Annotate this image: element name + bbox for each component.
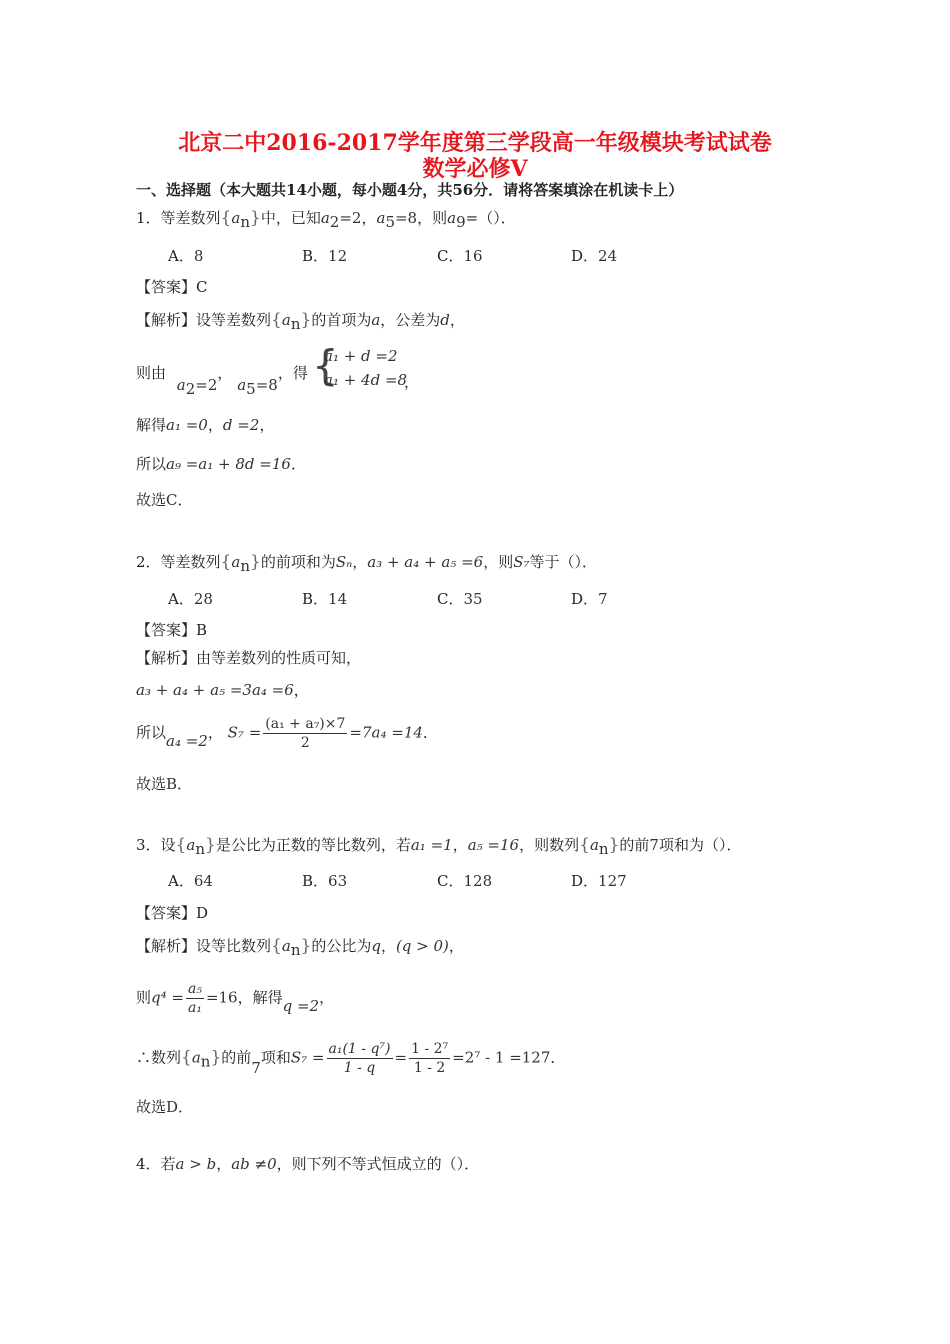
q3-analysis-q: q (371, 937, 381, 955)
q1-option-b (302, 245, 347, 266)
q1-a2-val: =2 (339, 209, 362, 227)
analysis-tag: 【解析】 (136, 937, 197, 955)
q3-step-1 (136, 980, 334, 1017)
q1-analysis-a: a (371, 311, 381, 329)
q3-seq-a: a (186, 836, 196, 854)
q2-seq-a: a (231, 553, 241, 571)
question-2-stem: 2．等差数列$\{a_n\}$的前项和为Sₙ，a₃ + a₄ + a₅ =6，则S₇等于（）． (136, 552, 598, 575)
q1-step2-pre: 解得 (136, 416, 167, 434)
q1-a2-sub: 2 (329, 213, 340, 231)
q2-step-2 (136, 715, 438, 752)
q1-step2-d: d =2 (222, 416, 260, 434)
option-value: 8 (193, 247, 204, 265)
q2-step2-pre: 所以 (136, 723, 167, 742)
q2-text-1: 的前项和为 (260, 553, 336, 571)
q2-step2-s7: S₇ = (227, 723, 262, 742)
q1-text-2: ，则 (417, 209, 448, 227)
q3-analysis-cond: (q > 0) (395, 937, 449, 955)
q3-step-2: ∴数列$\{a_n\}$的前7项和S₇ = $\frac{\text{a₁(1 - q⁷)}}{1 - q}$ = $\frac{\text{1 - 2⁷}}{1 - 2}$ =2⁷ - 1 =127． (136, 1041, 566, 1077)
option-label: B． (302, 247, 329, 265)
q1-step1-a5-val: =8 (255, 376, 278, 394)
q2-text-2: ，则 (483, 553, 514, 571)
q2-option-a (168, 588, 213, 609)
q3-text-2: ，则数列 (519, 836, 580, 854)
q3-step2-period: ． (550, 1048, 566, 1067)
option-label: B． (302, 872, 329, 890)
q3-option-c (437, 870, 492, 891)
q2-fraction-num: (a₁ + a₇)×7 (265, 716, 346, 732)
q2-choose (136, 773, 192, 794)
q1-step1-a5: a (237, 376, 247, 394)
q1-choose (136, 489, 193, 510)
q3-option-b (302, 870, 347, 891)
q1-seq-a: a (231, 209, 241, 227)
option-label: D． (571, 872, 599, 890)
document-title: 北京二中2016-2017学年度第三学段高一年级模块考试试卷 (178, 130, 772, 156)
q2-choose-pre: 故选 (136, 775, 167, 793)
q4-comma: ， (216, 1155, 232, 1173)
q1-analysis-seq-sub: n (290, 315, 301, 333)
system-brace-icon: { (312, 341, 339, 390)
option-value: 35 (463, 590, 483, 608)
q2-step2-comma: ， (207, 723, 223, 742)
q3-analysis: 【解析】设等比数列$\{a_n\}$的公比为q，(q > 0)， (136, 936, 464, 959)
q3-choose-period: ． (178, 1098, 194, 1116)
q1-system-line-2: a₁ + 4d =8 (324, 371, 408, 389)
q3-seven: 7 (649, 836, 659, 854)
q2-step2-period: ． (422, 723, 438, 742)
q1-analysis-intro: 设等差数列 (196, 311, 272, 329)
q1-text-end: =（）． (465, 209, 516, 227)
q3-frac3-num: 1 - 2⁷ (411, 1041, 449, 1057)
answer-value: B (196, 621, 208, 639)
q1-step2-a1: a₁ =0 (166, 416, 208, 434)
q3-number: 3．设 (136, 836, 176, 854)
q3-option-d (571, 870, 627, 891)
q3-text-3: 的前 (619, 836, 650, 854)
q3-step1-comma: ， (319, 988, 335, 1007)
question-3-stem: 3．设$\{a_n\}$是公比为正数的等比数列，若a₁ =1，a₅ =16，则数列$\{a_n\}$的前7项和为（）． (136, 835, 742, 858)
q1-step1-pre: 则由 (136, 364, 167, 382)
q1-system-line-1: a₁ + d =2 (324, 347, 398, 365)
q1-step1-a2: a (176, 376, 186, 394)
option-label: B． (302, 590, 329, 608)
q3-step2-seven: 7 (251, 1058, 261, 1077)
q1-analysis-end: ， (449, 311, 465, 329)
q3-comma: ， (452, 836, 468, 854)
q4-number: 4．若 (136, 1155, 176, 1173)
q3-choose-val: D (166, 1098, 179, 1116)
q1-choose-period: ． (177, 491, 193, 509)
q3-seq-a2: a (589, 836, 599, 854)
q2-sn: Sₙ (335, 553, 353, 571)
analysis-tag: 【解析】 (136, 649, 197, 667)
option-value: 128 (463, 872, 493, 890)
q2-step-1 (136, 679, 309, 700)
option-label: C． (437, 872, 464, 890)
q1-step-2 (136, 414, 274, 435)
q1-system-comma: ， (404, 373, 420, 391)
q1-step1-a5-sub: 5 (246, 380, 256, 398)
q1-step3-pre: 所以 (136, 455, 167, 473)
q3-step2-mid: 的前 (221, 1048, 252, 1067)
q2-number: 2．等差数列 (136, 553, 221, 571)
q2-step2-a4: a₄ =2 (166, 731, 208, 750)
q1-analysis-mid: 的首项为 (311, 311, 372, 329)
q1-step2-comma2: ， (259, 416, 275, 434)
q3-analysis-comma2: ， (448, 937, 464, 955)
q1-a9: a (447, 209, 457, 227)
q2-s7: S₇ (513, 553, 530, 571)
q3-step2-s7: S₇ = (290, 1048, 325, 1067)
q2-expr: a₃ + a₄ + a₅ =6 (367, 553, 484, 571)
q2-choose-period: ． (177, 775, 193, 793)
q2-seq-sub: n (240, 557, 250, 575)
q1-choose-pre: 故选 (136, 491, 167, 509)
option-value: 7 (598, 590, 608, 608)
option-value: 16 (463, 247, 483, 265)
q3-step1-val: =16 (205, 988, 238, 1007)
q3-step2-rest: =2⁷ - 1 =127 (452, 1048, 551, 1067)
q1-option-a (168, 245, 203, 266)
q1-answer (136, 276, 208, 297)
option-value: 24 (598, 247, 618, 265)
q2-analysis (136, 647, 361, 668)
q3-frac3-den: 1 - 2 (413, 1060, 446, 1076)
q2-text-end: 等于（）． (529, 553, 598, 571)
answer-value: D (196, 904, 209, 922)
q2-step2-rest: =7a₄ =14 (349, 723, 423, 742)
q2-option-d (571, 588, 608, 609)
q3-fraction-2 (327, 1040, 393, 1077)
q1-step1-get: ，得 (277, 364, 308, 382)
q3-seq-sub: n (195, 840, 205, 858)
q3-text-end: 项和为（）． (658, 836, 742, 854)
q3-answer (136, 902, 208, 923)
q3-analysis-mid: 的公比为 (311, 937, 372, 955)
analysis-tag: 【解析】 (136, 311, 197, 329)
option-value: 12 (328, 247, 348, 265)
q1-choose-val: C (166, 491, 178, 509)
answer-value: C (196, 278, 208, 296)
q2-option-c (437, 588, 483, 609)
option-label: A． (168, 590, 194, 608)
q2-analysis-text: 由等差数列的性质可知， (196, 649, 362, 667)
q3-analysis-intro: 设等比数列 (196, 937, 272, 955)
q2-choose-val: B (166, 775, 178, 793)
option-value: 64 (193, 872, 213, 890)
answer-tag: 【答案】 (136, 904, 197, 922)
q1-step-1 (136, 362, 308, 398)
q1-step1-comma: ， (217, 364, 233, 382)
q3-analysis-comma: ， (380, 937, 396, 955)
q3-analysis-seq-sub: n (290, 941, 301, 959)
q3-fraction-1 (186, 980, 204, 1017)
q2-step1-comma: ， (293, 681, 309, 699)
option-value: 127 (598, 872, 627, 890)
option-value: 14 (328, 590, 348, 608)
q1-step1-a2-val: =2 (195, 376, 218, 394)
q1-seq-sub: n (240, 213, 250, 231)
q1-step-3 (136, 453, 306, 474)
q3-step1-q: q =2 (282, 996, 320, 1015)
q3-step2-pre: ∴数列 (136, 1048, 182, 1067)
q1-step3-period: ． (290, 455, 306, 473)
q3-choose-pre: 故选 (136, 1098, 167, 1116)
q3-step1-q4: q⁴ = (151, 988, 184, 1007)
option-label: C． (437, 590, 464, 608)
q2-fraction-den: 2 (300, 735, 310, 751)
option-value: 28 (193, 590, 213, 608)
q3-a5: a₅ =16 (467, 836, 520, 854)
q3-step2-mid2: 项和 (260, 1048, 291, 1067)
q1-analysis: 【解析】设等差数列$\{a_n\}$的首项为a，公差为d， (136, 310, 465, 333)
answer-tag: 【答案】 (136, 621, 197, 639)
q1-step1-a2-sub: 2 (185, 380, 196, 398)
option-label: D． (571, 590, 599, 608)
q3-text-1: 是公比为正数的等比数列，若 (215, 836, 411, 854)
q1-analysis-mid2: ，公差为 (380, 311, 441, 329)
q3-step1-mid: ，解得 (237, 988, 283, 1007)
option-label: C． (437, 247, 464, 265)
question-4-stem (136, 1153, 479, 1174)
q1-option-c (437, 245, 483, 266)
q3-analysis-seq: a (281, 937, 291, 955)
option-value: 63 (328, 872, 348, 890)
option-label: A． (168, 872, 194, 890)
q4-cond2: ab ≠0 (231, 1155, 277, 1173)
q1-step2-comma: ， (207, 416, 223, 434)
q1-a9-sub: 9 (456, 213, 466, 231)
q1-analysis-seq: a (281, 311, 291, 329)
q3-step2-seq: a (191, 1048, 201, 1067)
q1-a5: a (376, 209, 386, 227)
q4-cond1: a > b (175, 1155, 217, 1173)
q1-number: 1．等差数列 (136, 209, 221, 227)
q3-frac2-den: 1 - q (343, 1060, 376, 1076)
q1-comma: ， (361, 209, 377, 227)
q2-step1-expr: a₃ + a₄ + a₅ =3a₄ =6 (136, 681, 294, 699)
q1-a5-val: =8 (394, 209, 418, 227)
document-subtitle: 数学必修V (422, 156, 528, 182)
question-1-stem: 1．等差数列$\{a_n\}$中，已知$a_2=2$，$a_5=8$，则$a_9=()$． (136, 208, 516, 231)
q3-choose (136, 1096, 193, 1117)
q3-frac2-num: a₁(1 - q⁷) (328, 1041, 391, 1057)
q2-fraction (263, 715, 347, 752)
option-label: D． (571, 247, 599, 265)
q1-step3-expr: a₉ =a₁ + 8d =16 (166, 455, 291, 473)
q1-text-1: 中，已知 (260, 209, 321, 227)
q1-analysis-d: d (440, 311, 450, 329)
q3-seq-sub2: n (598, 840, 609, 858)
q3-fraction-3 (409, 1040, 450, 1077)
q3-frac1-den: a₁ (187, 1000, 202, 1016)
q2-option-b (302, 588, 347, 609)
section-header: 一、选择题（本大题共14小题，每小题4分，共56分．请将答案填涂在机读卡上） (136, 181, 684, 199)
q3-frac1-num: a₅ (187, 981, 202, 997)
q3-a1: a₁ =1 (410, 836, 453, 854)
q2-answer (136, 619, 207, 640)
q1-a5-sub: 5 (385, 213, 395, 231)
q3-step2-seq-sub: n (200, 1052, 211, 1071)
q1-option-d (571, 245, 617, 266)
answer-tag: 【答案】 (136, 278, 197, 296)
q2-comma: ， (352, 553, 368, 571)
q3-option-a (168, 870, 213, 891)
q4-text-end: ，则下列不等式恒成立的（）． (276, 1155, 480, 1173)
q3-step1-pre: 则 (136, 988, 152, 1007)
q1-a2: a (320, 209, 330, 227)
option-label: A． (168, 247, 194, 265)
